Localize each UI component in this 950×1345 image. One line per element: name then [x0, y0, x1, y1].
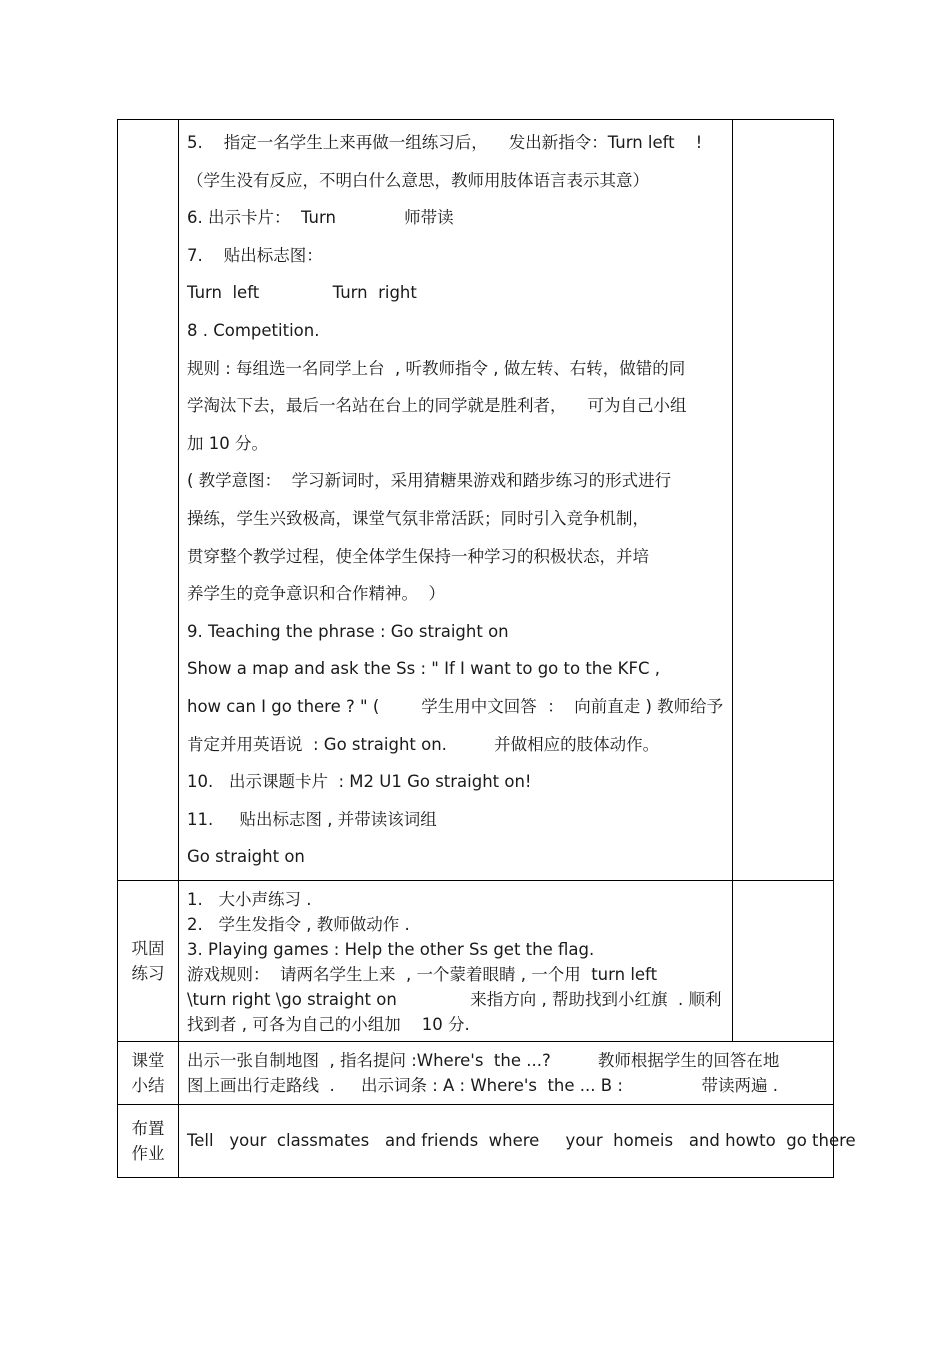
- practice-line: 1. 大小声练习 .: [187, 889, 312, 909]
- teaching-step-line: ( 教学意图： 学习新词时，采用猜糖果游戏和踏步练习的形式进行: [187, 471, 672, 491]
- teaching-step-line: 6. 出示卡片： Turn 师带读: [187, 208, 454, 228]
- homework-row: [118, 1104, 834, 1177]
- practice-label-line2: 练习: [131, 963, 165, 983]
- practice-label-line1: 巩固: [131, 938, 165, 958]
- summary-lines: [179, 1042, 833, 1104]
- teaching-steps-row: [118, 120, 834, 881]
- summary-content: [179, 1041, 834, 1104]
- teaching-step-line: Show a map and ask the Ss : " If I want to go to the KFC ,: [187, 659, 660, 679]
- summary-label-line1: 课堂: [131, 1050, 165, 1070]
- teaching-step-line: 5. 指定一名学生上来再做一组练习后， 发出新指令：Turn left !: [187, 133, 703, 152]
- teaching-step-line: 10. 出示课题卡片 : M2 U1 Go straight on!: [187, 772, 532, 792]
- homework-text: Tell your classmates and friends where your homeis and howto go there: [179, 1104, 834, 1177]
- teaching-step-line: 肯定并用英语说 : Go straight on. 并做相应的肢体动作。: [187, 734, 660, 754]
- practice-lines: [179, 881, 732, 1041]
- teaching-step-line: 规则 : 每组选一名同学上台 , 听教师指令 , 做左转、右转，做错的同: [187, 358, 686, 378]
- practice-label: [118, 880, 179, 1041]
- teaching-step-line: 养学生的竞争意识和合作精神。 ）: [187, 584, 445, 604]
- teaching-step-line: Turn left Turn right: [187, 283, 417, 303]
- summary-label-line2: 小结: [131, 1075, 165, 1095]
- summary-row: [118, 1041, 834, 1104]
- teaching-step-line: （学生没有反应，不明白什么意思，教师用肢体语言表示其意）: [187, 170, 649, 190]
- practice-line: \turn right \go straight on 来指方向 , 帮助找到小红旗 . 顺利: [187, 989, 722, 1009]
- practice-line: 游戏规则： 请两名学生上来 , 一个蒙着眼睛 , 一个用 turn left: [187, 964, 658, 984]
- teaching-step-line: 贯穿整个教学过程，使全体学生保持一种学习的积极状态，并培: [187, 546, 649, 566]
- teaching-steps-lines: [179, 120, 732, 880]
- teaching-step-line: 7. 贴出标志图：: [187, 245, 323, 265]
- practice-content: [179, 880, 733, 1041]
- practice-line: 2. 学生发指令 , 教师做动作 .: [187, 914, 410, 934]
- lesson-plan-table: [117, 119, 856, 1178]
- teaching-step-line: 8 . Competition.: [187, 320, 320, 340]
- teaching-step-line: 9. Teaching the phrase : Go straight on: [187, 621, 509, 641]
- summary-label: [118, 1041, 179, 1104]
- practice-notes-cell: [733, 880, 834, 1041]
- practice-line: 3. Playing games : Help the other Ss get the flag.: [187, 939, 595, 959]
- summary-line: 图上画出行走路线 . 出示词条 : A : Where's the ... B : 带读两遍 .: [187, 1075, 779, 1095]
- teaching-step-line: Go straight on: [187, 847, 305, 867]
- summary-line: 出示一张自制地图 , 指名提问 :Where's the ...? 教师根据学生的回答在地: [187, 1050, 780, 1070]
- homework-label-line1: 布置: [131, 1118, 165, 1138]
- teaching-steps-content: [179, 120, 733, 881]
- practice-line: 找到者 , 可各为自己的小组加 10 分.: [187, 1014, 470, 1034]
- teaching-step-line: 加 10 分。: [187, 433, 268, 453]
- teaching-step-line: 操练，学生兴致极高，课堂气氛非常活跃；同时引入竞争机制，: [187, 508, 649, 528]
- practice-row: [118, 880, 834, 1041]
- teaching-step-line: 11. 贴出标志图 , 并带读该词组: [187, 809, 437, 829]
- teaching-steps-label-cell: [118, 120, 179, 881]
- homework-label: [118, 1104, 179, 1177]
- teaching-step-line: 学淘汰下去，最后一名站在台上的同学就是胜利者， 可为自己小组: [187, 396, 687, 416]
- teaching-steps-notes-cell: [733, 120, 834, 881]
- teaching-step-line: how can I go there ? " ( 学生用中文回答 ： 向前直走 ) 教师给予: [187, 696, 724, 716]
- homework-label-line2: 作业: [131, 1143, 165, 1163]
